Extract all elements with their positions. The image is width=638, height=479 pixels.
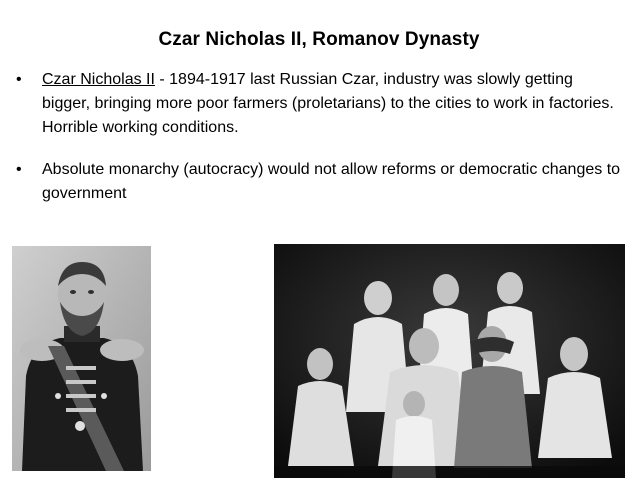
family-group-photo-graphic — [274, 244, 625, 478]
bullet-item-monarchy — [12, 158, 624, 206]
bullet-text-czar: - 1894-1917 last Russian Czar, industry was slowly getting bigger, bringing more poor farmers (proletarians) to the cities to work in factories. Horrible working conditions. — [42, 71, 614, 136]
czar-nicholas-link[interactable]: Czar Nicholas II — [42, 71, 155, 88]
bullet-marker: • — [16, 161, 22, 178]
slide-title: Czar Nicholas II, Romanov Dynasty — [158, 29, 480, 50]
family-group-photo — [274, 244, 625, 478]
portrait-photo-graphic — [12, 246, 151, 471]
bullet-item-czar — [12, 68, 624, 140]
portrait-photo — [12, 246, 151, 471]
bullet-list — [12, 68, 624, 206]
bullet-marker: • — [16, 71, 22, 88]
bullet-text-monarchy: Absolute monarchy (autocracy) would not allow reforms or democratic changes to government — [42, 161, 621, 202]
